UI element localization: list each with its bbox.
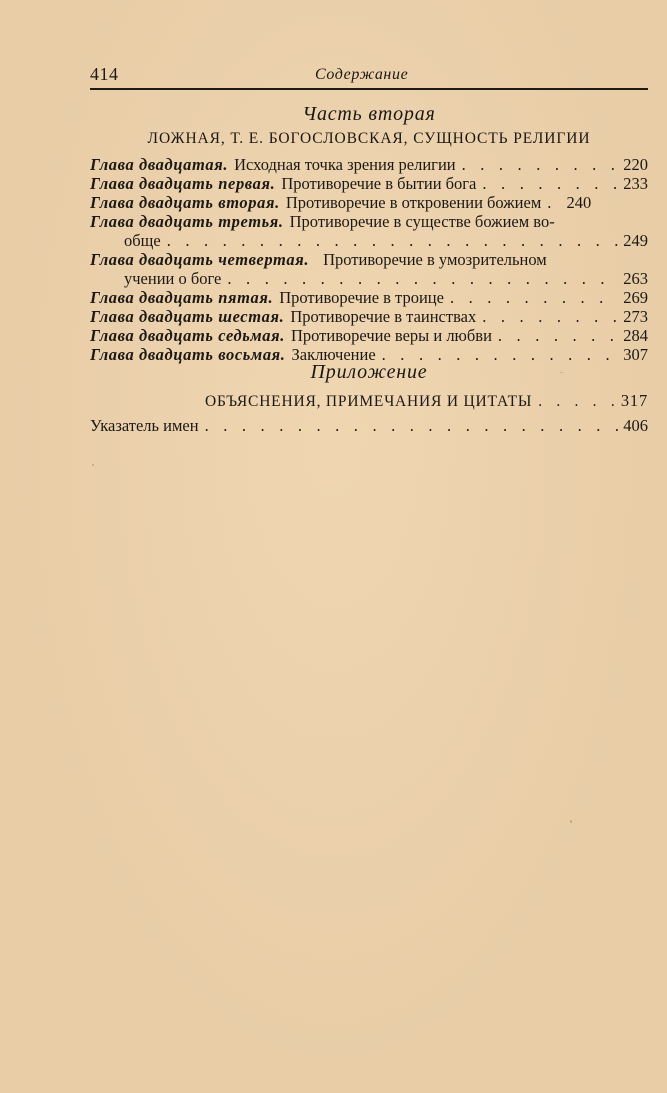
- chapter-label: Глава двадцать седьмая.: [90, 326, 285, 345]
- section-title: ЛОЖНАЯ, Т. Е. БОГОСЛОВСКАЯ, СУЩНОСТЬ РЕЛИГИИ: [147, 130, 591, 147]
- toc-entry: [90, 307, 648, 326]
- paper-speck: [92, 464, 94, 466]
- chapter-label: Глава двадцать третья.: [90, 212, 284, 231]
- page-ref: 284: [623, 326, 648, 345]
- chapter-label: Глава двадцатая.: [90, 155, 229, 174]
- leader-dots: [450, 288, 618, 307]
- chapter-title: Противоречие в троице: [279, 288, 444, 307]
- leader-dots: [538, 392, 617, 410]
- paper-speck: [570, 820, 572, 823]
- index-entry: [90, 416, 648, 435]
- page-ref: 406: [623, 416, 648, 435]
- toc-entry: [90, 212, 648, 250]
- leader-dots: [547, 193, 561, 212]
- appendix-entry: [205, 391, 648, 410]
- chapter-label: Глава двадцать вторая.: [90, 193, 280, 212]
- paper-speck: [560, 372, 563, 373]
- page-ref: 269: [623, 288, 648, 307]
- chapter-title: Противоречие в умозрительном: [323, 250, 547, 269]
- chapter-title: Заключение: [291, 345, 376, 364]
- header-rule: [90, 88, 648, 90]
- page-ref: 249: [623, 231, 648, 250]
- chapter-title-continued: учении о боге: [124, 269, 222, 288]
- page-number: 414: [90, 64, 119, 84]
- page-ref: 273: [623, 307, 648, 326]
- toc-entry: [90, 288, 648, 307]
- page-ref: 233: [623, 174, 648, 193]
- leader-dots: [498, 326, 618, 345]
- leader-dots: [205, 416, 618, 435]
- page-ref: 240: [566, 193, 592, 212]
- leader-dots: [462, 155, 618, 174]
- chapter-title: Исходная точка зрения религии: [234, 155, 456, 174]
- running-head: Содержание: [315, 66, 409, 83]
- toc-entry: [90, 193, 648, 212]
- leader-dots: [482, 174, 618, 193]
- toc-entry: [90, 155, 648, 174]
- leader-dots: [227, 269, 618, 288]
- chapter-label: Глава двадцать шестая.: [90, 307, 285, 326]
- chapter-title: Противоречие в таинствах: [290, 307, 477, 326]
- page-header: [90, 64, 648, 86]
- toc-entry: [90, 326, 648, 345]
- page-ref: 220: [623, 155, 648, 174]
- toc-entry: [90, 250, 648, 288]
- toc-entry: [90, 174, 648, 193]
- page-ref: 263: [623, 269, 648, 288]
- chapter-title: Противоречие в откровении божием: [285, 193, 542, 212]
- chapter-label: Глава двадцать первая.: [90, 174, 276, 193]
- page-ref: 307: [623, 345, 648, 364]
- appendix-entry-title: ОБЪЯСНЕНИЯ, ПРИМЕЧАНИЯ И ЦИТАТЫ: [205, 393, 533, 410]
- chapter-title: Противоречие в существе божием во-: [289, 212, 555, 231]
- chapter-label: Глава двадцать четвертая.: [90, 250, 310, 269]
- chapter-label: Глава двадцать восьмая.: [90, 345, 286, 364]
- chapter-title: Противоречие веры и любви: [290, 326, 492, 345]
- table-of-contents: [90, 155, 648, 364]
- chapter-title-continued: обще: [124, 231, 161, 250]
- leader-dots: [167, 231, 618, 250]
- index-label: Указатель имен: [90, 416, 199, 435]
- chapter-label: Глава двадцать пятая.: [90, 288, 274, 307]
- part-title: Часть вторая: [302, 103, 436, 125]
- page-ref: 317: [620, 391, 648, 410]
- leader-dots: [482, 307, 618, 326]
- appendix-title: Приложение: [310, 361, 428, 383]
- chapter-title: Противоречие в бытии бога: [281, 174, 477, 193]
